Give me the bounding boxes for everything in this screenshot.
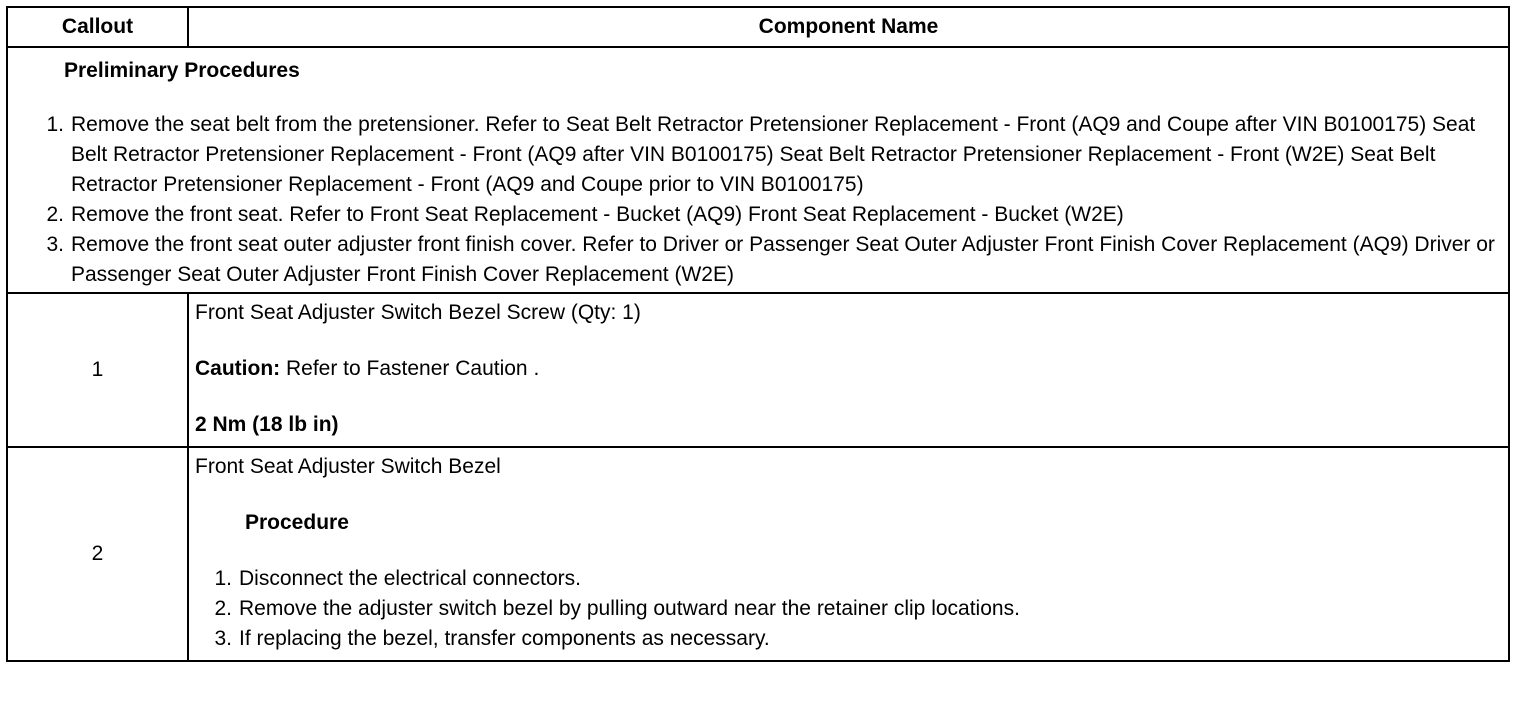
preliminary-title: Preliminary Procedures <box>64 59 300 82</box>
header-row <box>7 7 1509 47</box>
caution-label: Caution: <box>195 357 281 380</box>
table-row <box>7 447 1509 661</box>
step-text: Remove the seat belt from the pretensioner. Refer to Seat Belt Retractor Pretensioner Replacement - Front (AQ9 and Coupe after VIN B0100175) Seat Belt Retractor Pretensioner Replacement - Front (AQ9 after VIN B0100175) Seat Belt Retractor Pretensioner Replacement - Front (W2E) Seat Belt Retractor Pretensioner Replacement - Front (AQ9 and Coupe prior to VIN B0100175) <box>71 113 1476 196</box>
step-text: Remove the front seat outer adjuster front finish cover. Refer to Driver or Passenger Seat Outer Adjuster Front Finish Cover Replacement (AQ9) Driver or Passenger Seat Outer Adjuster Front Finish Cover Replacement (W2E) <box>71 233 1495 286</box>
torque-spec: 2 Nm (18 lb in) <box>195 413 339 436</box>
list-item <box>8 110 1502 200</box>
step-text: If replacing the bezel, transfer components as necessary. <box>239 627 770 650</box>
component-name: Front Seat Adjuster Switch Bezel Screw (Qty: 1) <box>195 301 641 324</box>
caution-line <box>195 354 1504 384</box>
component-table <box>6 6 1510 662</box>
caution-text: Refer to Fastener Caution . <box>280 357 540 380</box>
step-text: Remove the front seat. Refer to Front Seat Replacement - Bucket (AQ9) Front Seat Replacement - Bucket (W2E) <box>71 203 1124 226</box>
list-item <box>8 200 1502 230</box>
step-text: Disconnect the electrical connectors. <box>239 567 581 590</box>
step-text: Remove the adjuster switch bezel by pulling outward near the retainer clip locations. <box>239 597 1020 620</box>
preliminary-cell <box>7 47 1509 293</box>
component-name: Front Seat Adjuster Switch Bezel <box>195 455 501 478</box>
list-item <box>195 564 1504 594</box>
callout-header: Callout <box>7 7 188 47</box>
callout-cell: 1 <box>7 293 188 447</box>
callout-cell: 2 <box>7 447 188 661</box>
list-item <box>195 624 1504 654</box>
step-number: 1. <box>214 567 232 590</box>
preliminary-row <box>7 47 1509 293</box>
step-number: 2. <box>214 597 232 620</box>
component-name-header: Component Name <box>188 7 1509 47</box>
component-cell <box>188 293 1509 447</box>
list-item <box>8 230 1502 290</box>
component-cell <box>188 447 1509 661</box>
step-number: 3. <box>214 627 232 650</box>
step-number: 2. <box>46 203 64 226</box>
preliminary-steps <box>8 110 1502 290</box>
procedure-steps <box>195 564 1504 654</box>
step-number: 1. <box>46 113 64 136</box>
table-row <box>7 293 1509 447</box>
procedure-title: Procedure <box>245 511 349 534</box>
step-number: 3. <box>46 233 64 256</box>
list-item <box>195 594 1504 624</box>
